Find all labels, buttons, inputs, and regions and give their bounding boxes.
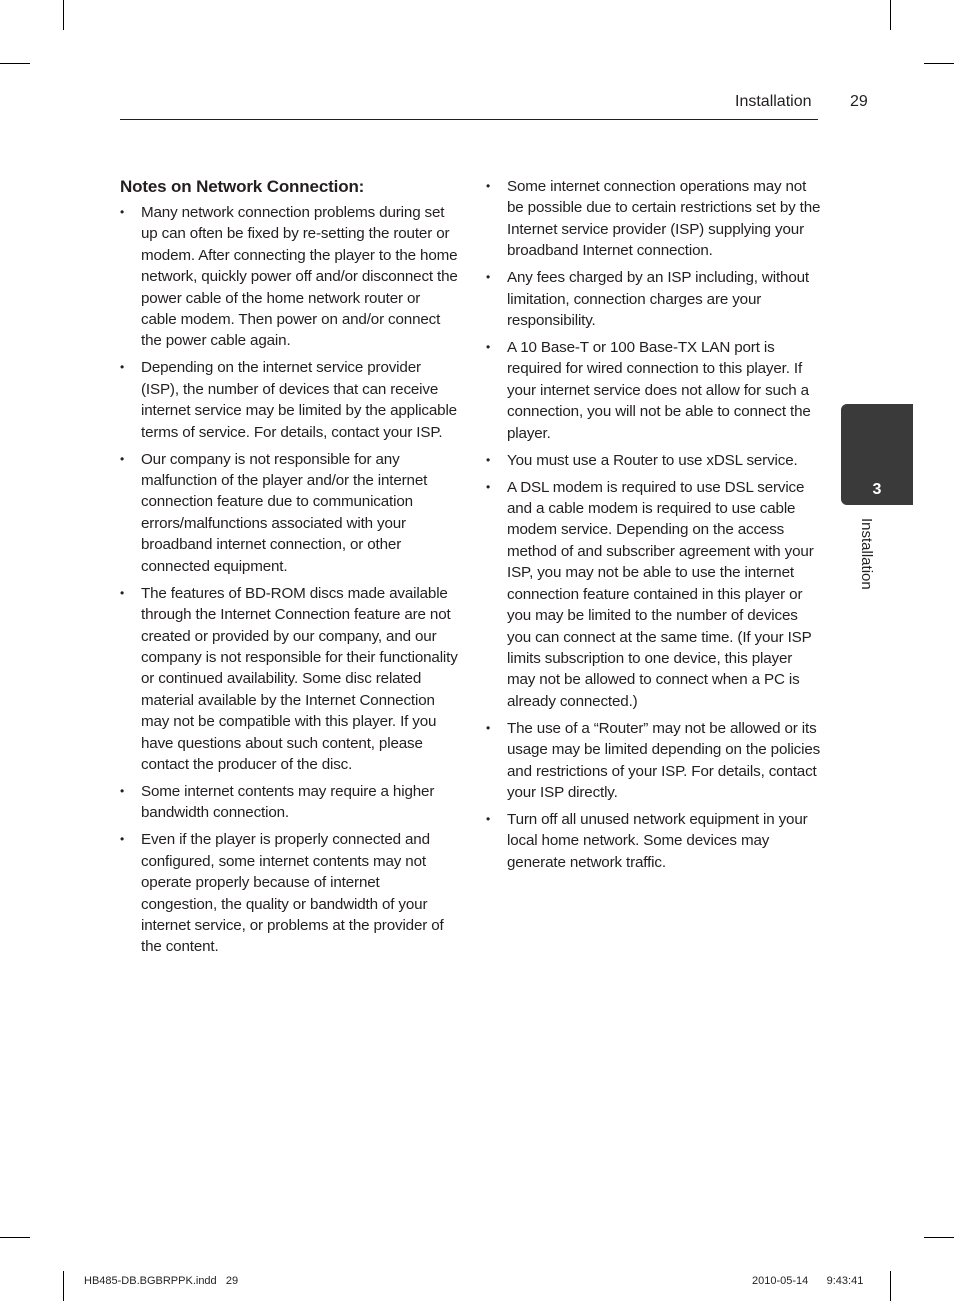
crop-mark-bottom-left-horizontal: [0, 1237, 30, 1238]
header-section-title: Installation: [735, 93, 812, 110]
list-item: • A DSL modem is required to use DSL service and a cable modem is required to use cable modem service. Depending on the access method of and subscriber agreement with your ISP, you may not be able to use the internet connection feature contained in this player or you may be limited to the number of devices you can connect at the same time. (If your ISP limits subscription to one device, this player may not be allowed to connect when a PC is already connected.): [486, 477, 822, 712]
list-item: • A 10 Base-T or 100 Base-TX LAN port is required for wired connection to this player. If your internet service does not allow for such a connection, you will not be able to connect the player.: [486, 337, 822, 444]
list-item: • Our company is not responsible for any malfunction of the player and/or the internet connection feature due to communication errors/malfunctions associated with your broadband internet connection, or other connected equipment.: [120, 449, 458, 577]
crop-mark-top-right-vertical: [890, 0, 891, 30]
chapter-number: 3: [872, 481, 882, 498]
crop-mark-top-left-horizontal: [0, 63, 30, 64]
list-item: • You must use a Router to use xDSL service.: [486, 450, 822, 471]
notes-title: Notes on Network Connection:: [120, 177, 365, 196]
right-column: [486, 176, 822, 879]
list-item: • Some internet connection operations may not be possible due to certain restrictions set by the Internet service provider (ISP) supplying your broadband Internet connection.: [486, 176, 822, 262]
header-rule: [120, 119, 818, 120]
list-item: • The use of a “Router” may not be allowed or its usage may be limited depending on the policies and restrictions of your ISP. For details, contact your ISP directly.: [486, 718, 822, 804]
list-item: • The features of BD-ROM discs made available through the Internet Connection feature are not created or provided by our company, and our company is not responsible for their functionality or continued availability. Some disc related material available by the Internet Connection may not be compatible with this player. If you have questions about such content, please contact the producer of the disc.: [120, 583, 458, 776]
list-item: • Some internet contents may require a higher bandwidth connection.: [120, 781, 458, 824]
crop-mark-bottom-right-horizontal: [924, 1237, 954, 1238]
left-column: [120, 176, 458, 963]
right-bullet-list: [486, 176, 822, 873]
left-bullet-list: [120, 202, 458, 958]
footer-date-time: 2010-05-14 9:43:41: [752, 1275, 864, 1287]
crop-mark-top-right-horizontal: [924, 63, 954, 64]
list-item: • Many network connection problems during set up can often be fixed by re-setting the router or modem. After connecting the player to the home network, quickly power off and/or disconnect the power cable of the home network router or cable modem. Then power on and/or connect the power cable again.: [120, 202, 458, 352]
side-chapter-label: Installation: [858, 518, 875, 590]
crop-mark-top-left-vertical: [63, 0, 64, 30]
list-item: • Turn off all unused network equipment in your local home network. Some devices may generate network traffic.: [486, 809, 822, 873]
crop-mark-bottom-left-vertical: [63, 1271, 64, 1301]
list-item: • Any fees charged by an ISP including, without limitation, connection charges are your responsibility.: [486, 267, 822, 331]
footer-file-info: HB485-DB.BGBRPPK.indd 29: [84, 1275, 239, 1287]
crop-mark-bottom-right-vertical: [890, 1271, 891, 1301]
list-item: • Depending on the internet service provider (ISP), the number of devices that can receive internet service may be limited by the applicable terms of service. For details, contact your ISP.: [120, 357, 458, 443]
list-item: • Even if the player is properly connected and configured, some internet contents may not operate properly because of internet congestion, the quality or bandwidth of your internet service, or problems at the provider of the content.: [120, 829, 458, 957]
chapter-tab: [841, 404, 913, 505]
page-number: 29: [850, 93, 868, 110]
